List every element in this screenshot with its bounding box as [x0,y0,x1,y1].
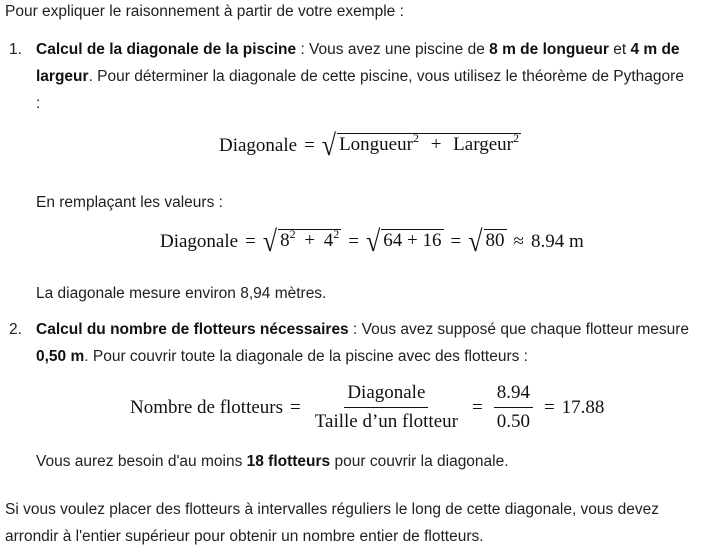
replace-text: En remplaçant les valeurs : [36,194,223,211]
formula3-lhs: Nombre de flotteurs [130,397,284,418]
floats-conclusion-text-1: Vous aurez besoin d'au moins [36,453,247,470]
formula1-b: Largeur [453,133,513,155]
floats-conclusion-text-2: pour couvrir la diagonale. [330,453,509,470]
item1-paragraph-line2 [36,63,710,90]
formula-floats [0,381,720,437]
list-number-1: 1. [9,41,22,58]
formula3-fraction-1 [312,381,461,434]
item2-text-1: : Vous avez supposé que chaque flotteur mesure [348,321,690,338]
diagonal-conclusion: La diagonale mesure environ 8,94 mètres. [36,285,327,302]
intro-text: Pour expliquer le raisonnement à partir de votre exemple : [5,3,404,20]
formula2-sqrt-3 [468,224,506,258]
item2-text-2: . Pour couvrir toute la diagonale de la piscine avec des flotteurs : [84,348,528,365]
formula2-equals-2: = [348,231,360,252]
item1-width-b: largeur [36,68,89,85]
formula2-approx: ≈ [513,231,524,252]
formula3-den-1: Taille d’un flotteur [314,411,458,432]
item1-text-1: : Vous avez une piscine de [296,41,490,58]
item1-text-3: . Pour déterminer la diagonale de cette piscine, vous utilisez le théorème de Pythagore [88,68,684,85]
sqrt-icon: √ [468,224,483,258]
formula2-b: 4 [323,229,334,251]
formula1-a: Longueur [339,133,413,155]
sqrt-icon: √ [262,224,278,258]
item1-text-2: et [608,41,631,58]
formula2-plus: + [304,229,316,251]
formula1-a-exp: 2 [412,130,419,145]
formula-pythagore [0,128,720,172]
formula1-b-exp: 2 [512,130,519,145]
formula3-equals-1: = [290,397,301,418]
formula1-sqrt [321,128,521,162]
formula1-lhs: Diagonale [219,135,298,156]
formula2-a-exp: 2 [289,226,296,241]
formula2-a: 8 [280,229,290,251]
item1-width-a: 4 m de [630,41,680,58]
formula-values [0,224,720,264]
list-number-2: 2. [9,321,22,338]
item1-paragraph [36,36,710,63]
formula2-equals-3: = [450,231,462,252]
formula1-plus: + [430,133,442,155]
formula2-equals-1: = [245,231,256,252]
formula3-num-2: 8.94 [494,381,533,408]
item2-float-size: 0,50 m [36,348,85,365]
formula3-num-1: Diagonale [344,381,428,408]
formula3-result: 17.88 [561,397,605,418]
outro-line-1: Si vous voulez placer des flotteurs à intervalles réguliers le long de cette diagonale, vous devez [5,501,659,518]
formula3-equals-2: = [471,397,483,418]
sqrt-icon: √ [321,128,337,162]
formula2-sqrt-2 [366,224,444,258]
formula2-sum: 64 + 16 [381,229,443,255]
formula1-equals: = [304,135,315,156]
formula2-sqrt-1 [262,224,342,258]
floats-count: 18 flotteurs [246,453,331,470]
formula2-lhs: Diagonale [160,231,239,252]
item2-paragraph [36,316,710,343]
item1-title: Calcul de la diagonale de la piscine [36,41,297,58]
sqrt-icon: √ [366,224,381,258]
formula3-equals-3: = [543,397,555,418]
item2-title: Calcul du nombre de flotteurs nécessaires [36,321,349,338]
formula3-fraction-2 [494,381,533,434]
formula2-eighty: 80 [484,229,507,255]
item1-length: 8 m de longueur [489,41,609,58]
item1-paragraph-line3: : [36,95,41,112]
floats-conclusion [36,448,710,475]
formula3-den-2: 0.50 [496,411,530,432]
formula2-result: 8.94 m [530,231,584,252]
outro-line-2: arrondir à l'entier supérieur pour obtenir un nombre entier de flotteurs. [5,528,484,545]
item2-paragraph-line2 [36,343,710,370]
formula2-b-exp: 2 [333,226,340,241]
